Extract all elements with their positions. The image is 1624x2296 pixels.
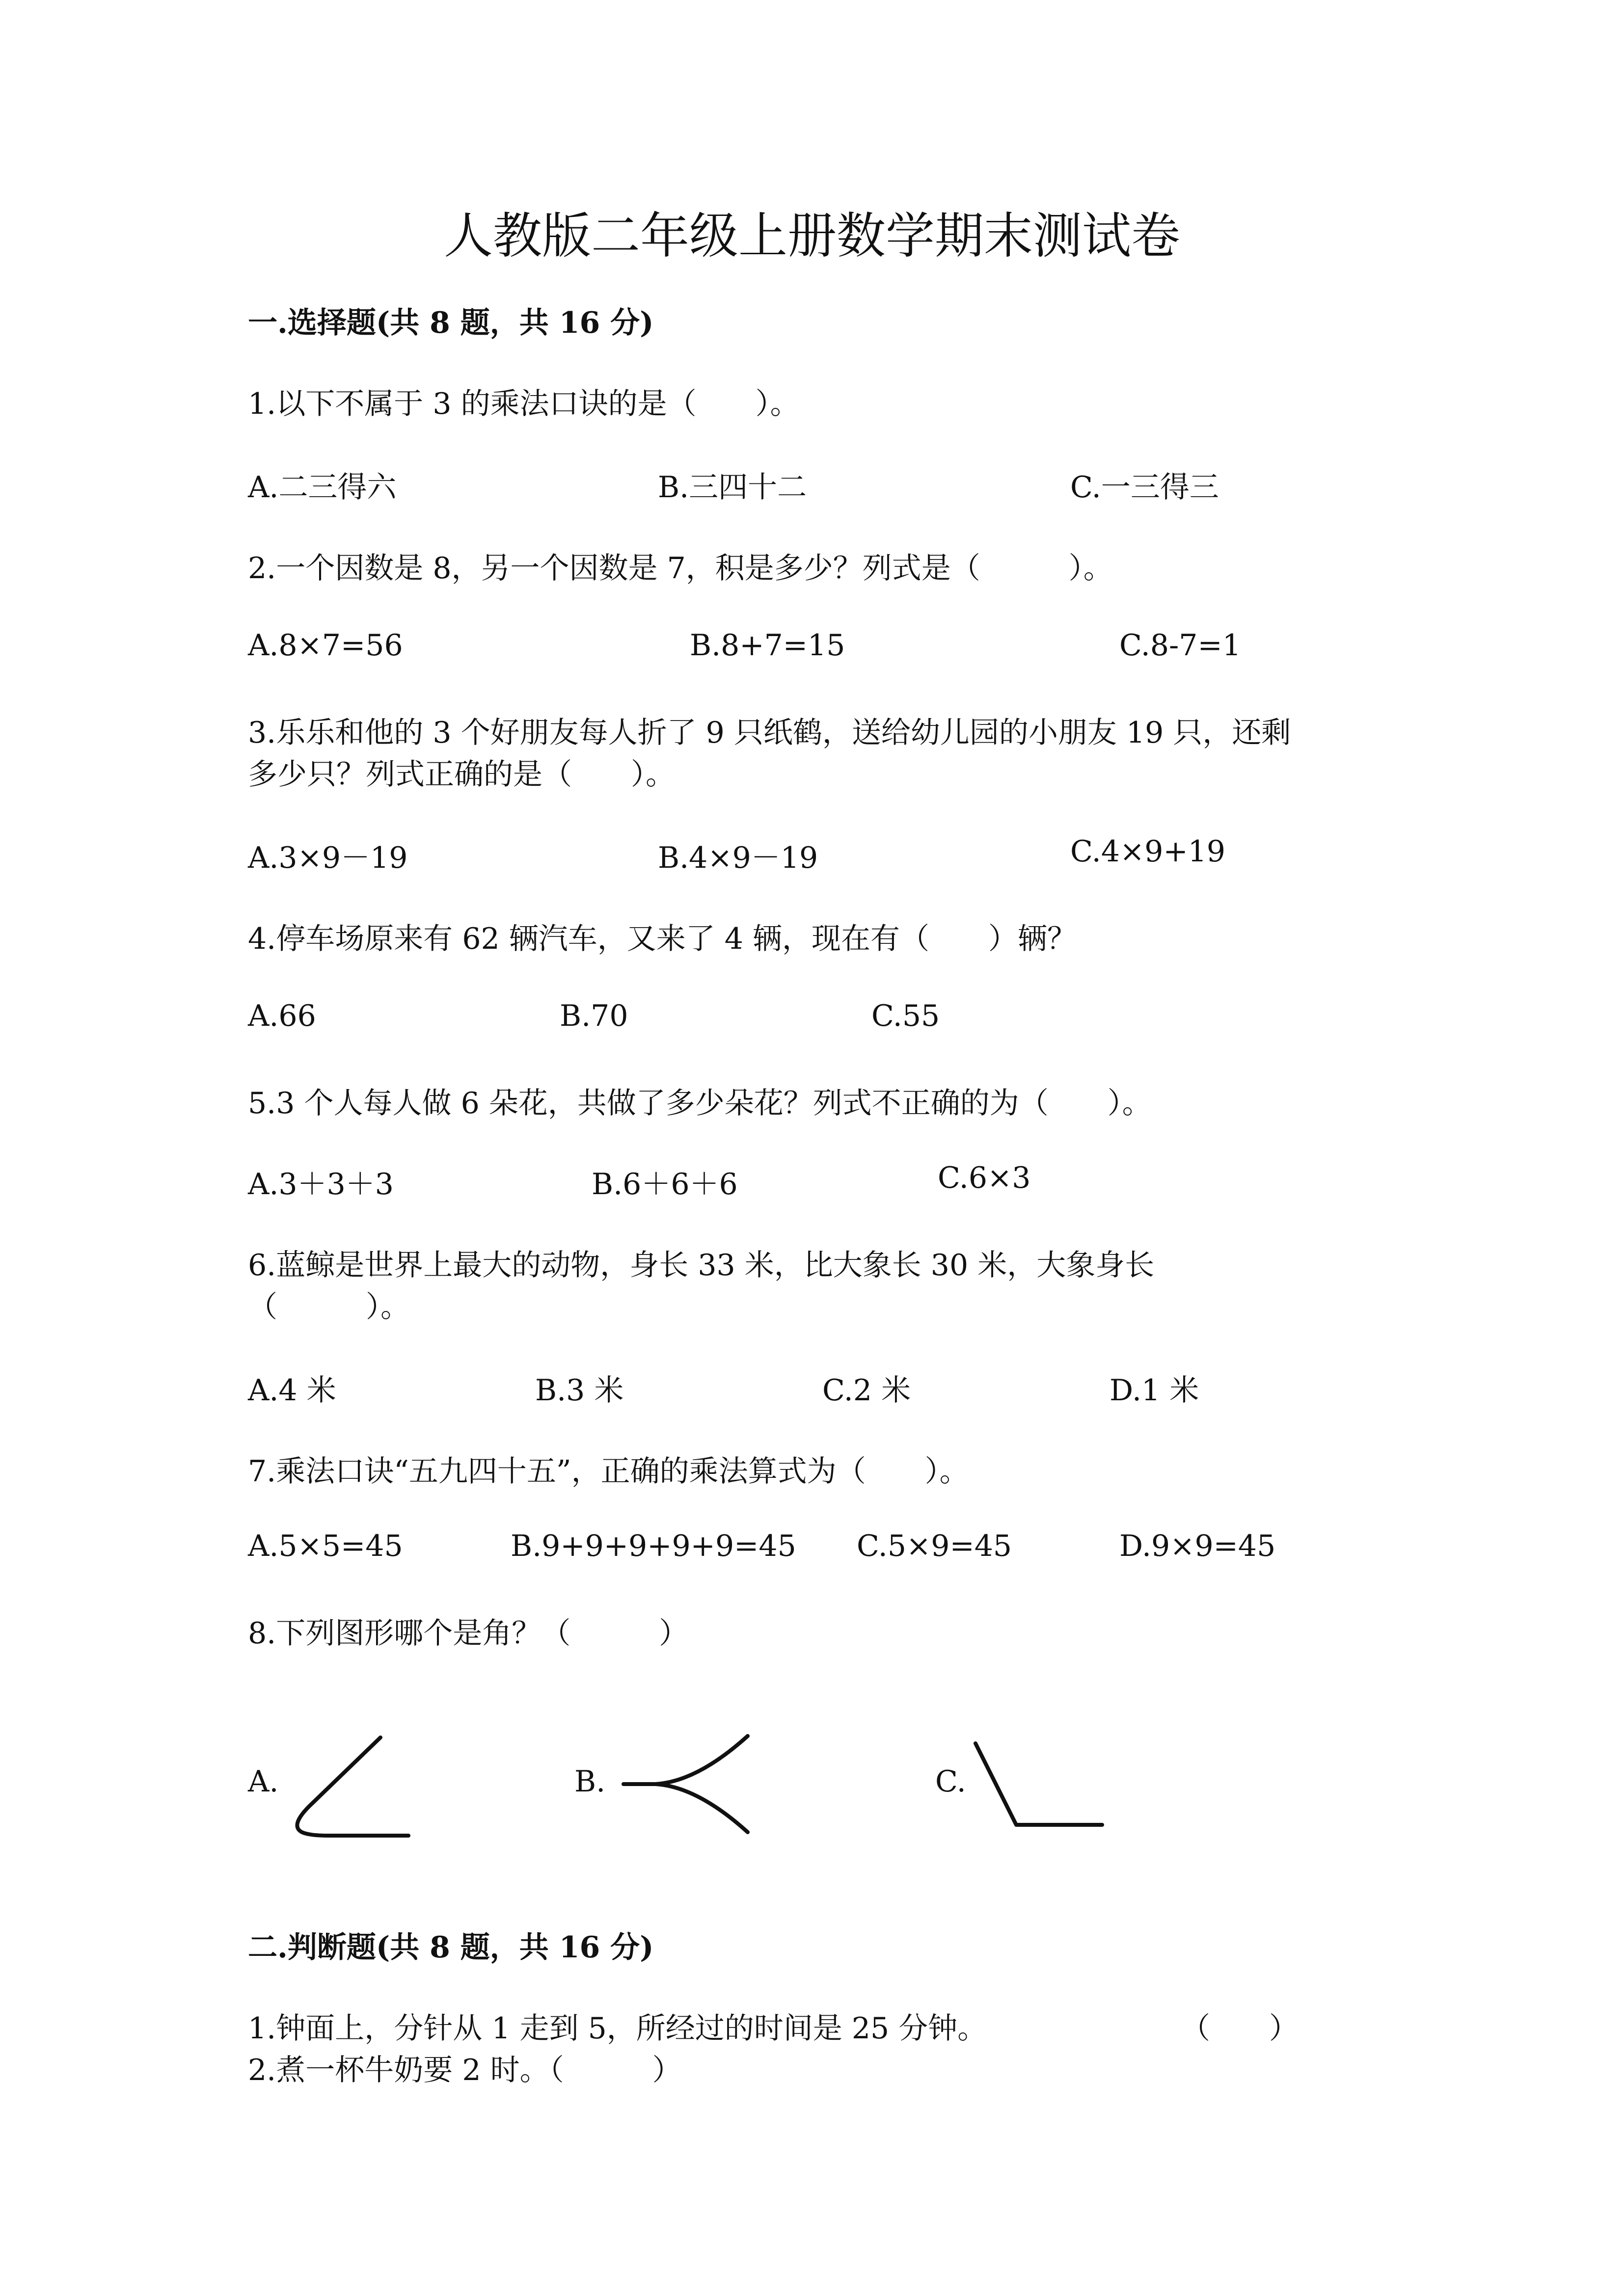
question-8-option-a: A. (248, 1764, 279, 1799)
question-5-option-c: C.6×3 (938, 1161, 1031, 1195)
question-1-option-b: B.三四十二 (658, 470, 807, 505)
judgment-2-stem: 2.煮一杯牛奶要 2 时。（ ） (248, 2053, 682, 2087)
question-1-option-a: A.二三得六 (248, 470, 397, 505)
question-2-option-a: A.8×7=56 (248, 628, 403, 663)
question-4-stem: 4.停车场原来有 62 辆汽车，又来了 4 辆，现在有（ ）辆？ (248, 922, 1077, 956)
question-5-option-b: B.6＋6＋6 (592, 1167, 738, 1201)
question-6-option-d: D.1 米 (1110, 1373, 1199, 1408)
judgment-1-blank: （ ） (1181, 2011, 1299, 2046)
page-title: 人教版二年级上册数学期末测试卷 (444, 207, 1180, 265)
section-1-heading: 一.选择题(共 8 题，共 16 分) (248, 306, 654, 340)
question-4-option-c: C.55 (871, 999, 940, 1033)
question-2-option-c: C.8-7=1 (1119, 628, 1241, 663)
figure-c-angle (965, 1733, 1112, 1841)
question-8-option-c: C. (935, 1764, 966, 1799)
question-2-stem: 2.一个因数是 8，另一个因数是 7，积是多少？列式是（ ）。 (248, 551, 1113, 586)
question-4-option-b: B.70 (560, 999, 628, 1033)
question-5-stem: 5.3 个人每人做 6 朵花，共做了多少朵花？列式不正确的为（ ）。 (248, 1086, 1152, 1121)
question-6-option-c: C.2 米 (822, 1373, 911, 1408)
question-8-stem: 8.下列图形哪个是角？（ ） (248, 1616, 689, 1651)
question-2-option-b: B.8+7=15 (690, 628, 845, 663)
question-7-option-b: B.9+9+9+9+9=45 (511, 1529, 796, 1563)
question-3-stem-line-2: 多少只？列式正确的是（ ）。 (248, 757, 675, 792)
section-2-heading: 二.判断题(共 8 题，共 16 分) (248, 1930, 654, 1965)
question-8-option-b: B. (574, 1764, 606, 1799)
question-1-stem: 1.以下不属于 3 的乘法口诀的是（ ）。 (248, 387, 800, 421)
question-3-stem-line-1: 3.乐乐和他的 3 个好朋友每人折了 9 只纸鹤，送给幼儿园的小朋友 19 只，还剩 (248, 716, 1291, 750)
question-6-option-b: B.3 米 (535, 1373, 624, 1408)
question-1-option-c: C.一三得三 (1070, 470, 1219, 505)
question-7-option-c: C.5×9=45 (857, 1529, 1012, 1563)
judgment-1-stem: 1.钟面上，分针从 1 走到 5，所经过的时间是 25 分钟。 (248, 2011, 987, 2046)
question-7-stem: 7.乘法口诀“五九四十五”，正确的乘法算式为（ ）。 (248, 1454, 969, 1489)
question-7-option-a: A.5×5=45 (248, 1529, 403, 1563)
question-3-option-b: B.4×9－19 (658, 841, 818, 875)
question-4-option-a: A.66 (248, 999, 316, 1033)
figure-b-curved-lines (616, 1723, 763, 1850)
question-3-option-a: A.3×9－19 (248, 841, 408, 875)
figure-a-curved-corner (285, 1728, 422, 1845)
question-6-stem-line-2: （ ）。 (248, 1290, 410, 1324)
question-3-option-c: C.4×9+19 (1070, 834, 1226, 869)
question-6-option-a: A.4 米 (248, 1373, 336, 1408)
question-5-option-a: A.3＋3＋3 (248, 1167, 394, 1201)
question-6-stem-line-1: 6.蓝鲸是世界上最大的动物，身长 33 米，比大象长 30 米，大象身长 (248, 1248, 1155, 1282)
question-7-option-d: D.9×9=45 (1119, 1529, 1276, 1563)
